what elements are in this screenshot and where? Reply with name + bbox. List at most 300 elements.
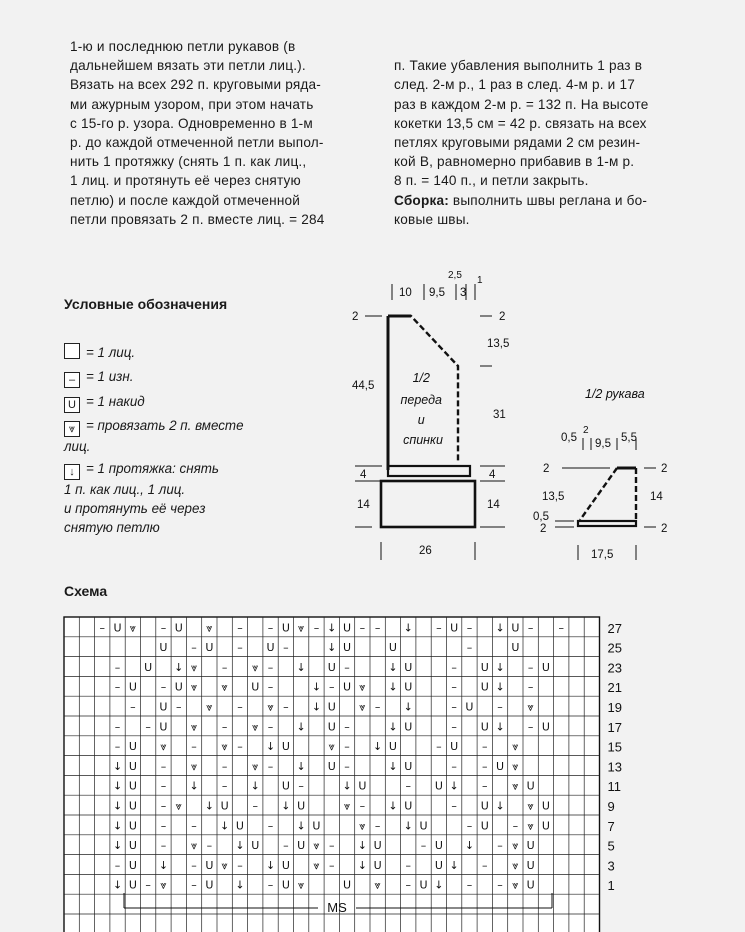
- body-dim-right: 2: [499, 311, 506, 323]
- skpo-cell: ↓: [327, 641, 337, 655]
- k2tog-cell: ⩔: [160, 878, 167, 892]
- skpo-cell: ↓: [434, 878, 444, 892]
- assembly-label: Сборка:: [394, 192, 449, 208]
- purl-cell: –: [466, 819, 473, 833]
- purl-cell: –: [221, 720, 228, 734]
- purl-cell: –: [329, 858, 335, 872]
- yarn-over-cell: U: [434, 858, 443, 872]
- k2tog-cell: ⩔: [160, 740, 167, 754]
- yarn-over-cell: U: [205, 858, 214, 872]
- k2tog-cell: ⩔: [328, 740, 335, 754]
- sleeve-dim-top: 9,5: [595, 438, 611, 450]
- yarn-over-cell: U: [144, 660, 153, 674]
- purl-cell: –: [114, 660, 121, 674]
- sleeve-diagram-label: 1/2 рукава: [585, 387, 645, 401]
- k2tog-cell: ⩔: [221, 858, 228, 872]
- purl-cell: –: [191, 641, 197, 655]
- skpo-cell: ↓: [112, 759, 123, 773]
- purl-cell: –: [160, 759, 167, 773]
- legend-title: Условные обозначения: [64, 296, 228, 312]
- instructions-column-1: 1-ю и последнюю петли рукавов (в дальнейшем вязать эти петли лиц.). Вязать на всех 292 п. круговыми рядa- ми ажурным узором, при этом начать с 15-го р. узора. Одновременно в 1-м р. до каждой отмеченной петли выпол- нить 1 протяжку (снять 1 п. как лиц., 1 лиц. и протянуть её через снятую петлю) и после каждой отмеченной петли провязать 2 п. вместе лиц. = 284: [70, 39, 325, 227]
- purl-cell: –: [160, 799, 167, 813]
- skpo-cell: ↓: [311, 680, 322, 694]
- yarn-over-cell: U: [159, 700, 168, 714]
- purl-cell: –: [313, 621, 320, 635]
- purl-cell: –: [114, 858, 121, 872]
- yarn-over-cell: U: [174, 680, 183, 694]
- k2tog-cell: ⩔: [512, 779, 519, 793]
- k2tog-cell: ⩔: [512, 759, 519, 773]
- k2tog-cell: ⩔: [359, 819, 366, 833]
- yarn-over-cell: U: [404, 720, 413, 734]
- skpo-cell: ↓: [235, 839, 245, 853]
- yarn-over-cell: U: [526, 878, 535, 892]
- purl-cell: –: [267, 680, 274, 694]
- yarn-over-cell: U: [251, 839, 260, 853]
- skpo-cell: ↓: [388, 759, 398, 773]
- purl-dash-icon: –: [64, 372, 80, 388]
- yarn-over-cell: U: [404, 680, 413, 694]
- purl-cell: –: [252, 799, 258, 813]
- purl-cell: –: [221, 779, 228, 793]
- k2tog-cell: ⩔: [206, 700, 213, 714]
- yarn-over-cell: U: [297, 839, 306, 853]
- purl-cell: –: [160, 819, 167, 833]
- legend-text: = провязать 2 п. вместе лиц.: [64, 418, 244, 454]
- yarn-over-cell: U: [128, 878, 137, 892]
- yarn-over-cell: U: [511, 641, 520, 655]
- yarn-over-cell: U: [419, 819, 428, 833]
- yarn-over-cell: U: [159, 641, 168, 655]
- k2tog-cell: ⩔: [252, 660, 259, 674]
- k2tog-cell: ⩔: [527, 700, 534, 714]
- skpo-cell: ↓: [449, 858, 459, 872]
- body-label-line: и: [417, 413, 425, 427]
- skpo-cell: ↓: [495, 799, 505, 813]
- skpo-cell: ↓: [296, 720, 306, 734]
- purl-cell: –: [329, 680, 335, 694]
- legend-text: = 1 протяжка: снять 1 п. как лиц., 1 лиц. и протянуть её через снятую петлю: [64, 461, 219, 535]
- purl-cell: –: [191, 819, 197, 833]
- purl-cell: –: [160, 779, 167, 793]
- yarn-over-cell: U: [220, 799, 229, 813]
- purl-cell: –: [344, 759, 350, 773]
- yarn-over-cell: U: [281, 858, 290, 872]
- yarn-over-cell: U: [404, 660, 413, 674]
- skpo-cell: ↓: [388, 720, 398, 734]
- yarn-over-cell: U: [327, 759, 336, 773]
- purl-cell: –: [344, 660, 350, 674]
- purl-cell: –: [405, 779, 411, 793]
- skpo-cell: ↓: [204, 799, 214, 813]
- purl-cell: –: [344, 720, 350, 734]
- legend-text: = 1 накид: [86, 394, 145, 409]
- skpo-cell: ↓: [296, 660, 306, 674]
- k2tog-cell: ⩔: [359, 680, 366, 694]
- skpo-cell: ↓: [495, 720, 505, 734]
- yarn-over-cell: U: [297, 799, 306, 813]
- row-number: 23: [607, 660, 622, 676]
- k2tog-cell: ⩔: [175, 799, 182, 813]
- purl-cell: –: [221, 759, 228, 773]
- body-dim-top: 2,5: [448, 270, 462, 281]
- yarn-over-cell: U: [541, 660, 550, 674]
- yarn-over-cell: U: [128, 779, 137, 793]
- yarn-over-cell: U: [480, 660, 489, 674]
- skpo-cell: ↓: [158, 858, 169, 872]
- purl-cell: –: [283, 839, 289, 853]
- skpo-cell: ↓: [327, 621, 337, 635]
- row-number: 9: [607, 799, 615, 815]
- body-dim-top: 10: [399, 287, 412, 299]
- k2tog-cell: ⩔: [313, 839, 320, 853]
- purl-cell: –: [283, 641, 289, 655]
- k2tog-cell: ⩔: [190, 680, 198, 694]
- yarn-over-cell: U: [358, 779, 367, 793]
- purl-cell: –: [267, 621, 274, 635]
- purl-cell: –: [145, 878, 151, 892]
- skpo-cell: ↓: [112, 819, 123, 833]
- k2tog-cell: ⩔: [512, 740, 519, 754]
- skpo-cell: ↓: [220, 819, 230, 833]
- yarn-over-cell: U: [159, 720, 168, 734]
- body-dim-right: 4: [489, 469, 496, 481]
- purl-cell: –: [512, 819, 519, 833]
- body-dim-left: 4: [360, 469, 367, 481]
- body-diagram-label: [401, 371, 446, 447]
- body-dim-right: 31: [493, 409, 506, 421]
- purl-cell: –: [374, 700, 381, 714]
- yarn-over-cell: U: [434, 839, 443, 853]
- skpo-cell: ↓: [112, 878, 123, 892]
- row-number: 5: [607, 838, 615, 854]
- yarn-over-cell: U: [205, 878, 214, 892]
- purl-cell: –: [436, 740, 442, 754]
- body-dim-left: 14: [357, 499, 370, 511]
- purl-cell: –: [191, 878, 197, 892]
- purl-cell: –: [267, 819, 274, 833]
- skpo-cell: ↓: [296, 759, 306, 773]
- purl-cell: –: [482, 779, 488, 793]
- purl-cell: –: [99, 621, 105, 635]
- row-number: 13: [607, 759, 622, 775]
- yarn-over-cell: U: [450, 621, 459, 635]
- row-number: 3: [607, 858, 615, 874]
- yarn-over-cell: U: [128, 839, 137, 853]
- skpo-cell: ↓: [495, 680, 505, 694]
- purl-cell: –: [176, 700, 182, 714]
- yarn-over-cell: U: [450, 740, 459, 754]
- purl-cell: –: [298, 779, 304, 793]
- purl-cell: –: [527, 680, 534, 694]
- purl-cell: –: [466, 641, 473, 655]
- yarn-over-cell: U: [281, 878, 290, 892]
- sleeve-dim-top: 5,5: [621, 432, 637, 444]
- yarn-over-cell: U: [235, 819, 244, 833]
- k2tog-cell: ⩔: [512, 878, 519, 892]
- k2tog-icon: ⩔: [64, 421, 80, 437]
- purl-cell: –: [374, 819, 381, 833]
- yarn-over-cell: U: [327, 720, 336, 734]
- sleeve-dim-right: 2: [661, 463, 668, 475]
- purl-cell: –: [267, 759, 274, 773]
- skpo-cell: ↓: [311, 700, 322, 714]
- row-number: 7: [607, 818, 615, 834]
- purl-cell: –: [436, 621, 442, 635]
- k2tog-cell: ⩔: [252, 720, 259, 734]
- sleeve-dim-right: 2: [661, 523, 668, 535]
- yarn-over-cell: U: [128, 740, 137, 754]
- k2tog-cell: ⩔: [267, 700, 274, 714]
- sleeve-dim-left: 2: [543, 463, 550, 475]
- yarn-over-cell: U: [404, 759, 413, 773]
- purl-cell: –: [482, 759, 488, 773]
- skpo-cell: ↓: [357, 839, 367, 853]
- purl-cell: –: [221, 660, 228, 674]
- yarn-over-cell: U: [128, 759, 137, 773]
- skpo-cell: ↓: [464, 839, 475, 853]
- row-number: 1: [607, 878, 615, 894]
- purl-cell: –: [191, 740, 197, 754]
- skpo-cell: ↓: [373, 740, 383, 754]
- sleeve-dim-bottom: 17,5: [591, 549, 614, 561]
- k2tog-cell: ⩔: [527, 819, 534, 833]
- skpo-arrow-icon: ↓: [64, 464, 80, 480]
- yarn-over-cell: U: [343, 878, 352, 892]
- yarn-over-cell: U: [281, 621, 290, 635]
- row-number: 19: [607, 700, 622, 716]
- purl-cell: –: [451, 759, 457, 773]
- purl-cell: –: [374, 621, 381, 635]
- purl-cell: –: [344, 740, 350, 754]
- purl-cell: –: [130, 700, 136, 714]
- purl-cell: –: [451, 680, 457, 694]
- k2tog-cell: ⩔: [190, 720, 198, 734]
- yarn-over-cell: U: [281, 740, 290, 754]
- yarn-over-cell: U: [266, 641, 275, 655]
- yarn-over-cell: U: [343, 680, 352, 694]
- yarn-over-cell: U: [388, 641, 397, 655]
- purl-cell: –: [405, 878, 411, 892]
- k2tog-cell: ⩔: [221, 740, 228, 754]
- k2tog-cell: ⩔: [190, 759, 198, 773]
- skpo-cell: ↓: [403, 621, 413, 635]
- yarn-over-cell: U: [373, 858, 382, 872]
- purl-cell: –: [114, 720, 121, 734]
- yarn-over-cell: U: [480, 819, 489, 833]
- yarn-over-cell: U: [174, 621, 183, 635]
- yarn-over-cell: U: [434, 779, 443, 793]
- yarn-over-cell: U: [312, 819, 321, 833]
- sleeve-dim-left: 0,5: [533, 511, 549, 523]
- skpo-cell: ↓: [265, 740, 276, 754]
- purl-cell: –: [206, 839, 213, 853]
- skpo-cell: ↓: [495, 660, 505, 674]
- k2tog-cell: ⩔: [190, 660, 198, 674]
- purl-cell: –: [191, 858, 197, 872]
- purl-cell: –: [466, 621, 473, 635]
- yarn-over-cell: U: [327, 700, 336, 714]
- skpo-cell: ↓: [281, 799, 291, 813]
- body-dim-top: 9,5: [429, 287, 445, 299]
- purl-cell: –: [527, 621, 534, 635]
- yarn-over-cell: U: [480, 799, 489, 813]
- sleeve-diagram: [555, 438, 656, 560]
- body-dim-top: 1: [477, 275, 483, 286]
- row-number: 15: [607, 739, 622, 755]
- k2tog-cell: ⩔: [359, 700, 366, 714]
- k2tog-cell: ⩔: [252, 759, 259, 773]
- yarn-over-cell: U: [541, 799, 550, 813]
- yarn-over-cell: U: [327, 660, 336, 674]
- purl-cell: –: [405, 858, 411, 872]
- yarn-over-cell: U: [419, 878, 428, 892]
- skpo-cell: ↓: [449, 779, 459, 793]
- yarn-over-cell: U: [251, 680, 260, 694]
- body-dim-bottom: 26: [419, 545, 432, 557]
- skpo-cell: ↓: [403, 819, 413, 833]
- purl-cell: –: [359, 621, 366, 635]
- body-label-line: спинки: [403, 433, 443, 447]
- yarn-over-cell: U: [496, 759, 505, 773]
- purl-cell: –: [237, 621, 243, 635]
- assembly-text: выполнить швы реглана и бо- ковые швы.: [394, 192, 648, 227]
- legend-text: = 1 изн.: [86, 369, 134, 384]
- skpo-cell: ↓: [265, 858, 276, 872]
- k2tog-cell: ⩔: [206, 621, 213, 635]
- skpo-cell: ↓: [112, 779, 123, 793]
- body-dim-left: 2: [352, 311, 359, 323]
- yarn-over-cell: U: [388, 740, 397, 754]
- purl-cell: –: [267, 660, 274, 674]
- purl-cell: –: [237, 700, 243, 714]
- skpo-cell: ↓: [112, 799, 123, 813]
- sleeve-dim-top: 2: [583, 425, 589, 436]
- skpo-cell: ↓: [189, 779, 199, 793]
- k2tog-cell: ⩔: [221, 680, 228, 694]
- purl-cell: –: [451, 799, 457, 813]
- purl-cell: –: [451, 660, 457, 674]
- k2tog-cell: ⩔: [343, 799, 351, 813]
- purl-cell: –: [114, 680, 121, 694]
- purl-cell: –: [267, 878, 274, 892]
- yarn-over-cell: U: [128, 819, 137, 833]
- k2tog-cell: ⩔: [374, 878, 381, 892]
- body-dim-left: 44,5: [352, 380, 375, 392]
- yarn-over-cell: U: [480, 720, 489, 734]
- body-label-line: 1/2: [412, 371, 430, 385]
- yarn-over-cell: U: [128, 680, 137, 694]
- skpo-cell: ↓: [112, 839, 123, 853]
- sleeve-dim-right: 14: [650, 491, 663, 503]
- yarn-over-cell: U: [465, 700, 474, 714]
- yarn-over-cell: U: [113, 621, 122, 635]
- yarn-over-cell: U: [526, 779, 535, 793]
- skpo-cell: ↓: [357, 858, 367, 872]
- skpo-cell: ↓: [495, 621, 505, 635]
- purl-cell: –: [114, 740, 121, 754]
- row-number: 25: [607, 640, 622, 656]
- yarn-over-cell: U: [404, 799, 413, 813]
- yarn-over-cell: U: [541, 819, 550, 833]
- skpo-cell: ↓: [296, 819, 306, 833]
- skpo-cell: ↓: [388, 660, 398, 674]
- purl-cell: –: [482, 858, 488, 872]
- yarn-over-cell: U: [343, 621, 352, 635]
- yarn-over-cell: U: [281, 779, 290, 793]
- body-dim-right: 13,5: [487, 338, 510, 350]
- purl-cell: –: [527, 660, 534, 674]
- purl-cell: –: [466, 878, 473, 892]
- yarn-over-cell: U: [128, 858, 137, 872]
- purl-cell: –: [359, 799, 366, 813]
- purl-cell: –: [497, 839, 503, 853]
- k2tog-cell: ⩔: [129, 621, 136, 635]
- purl-cell: –: [527, 720, 534, 734]
- legend-text: = 1 лиц.: [86, 345, 136, 360]
- purl-cell: –: [497, 700, 503, 714]
- yarn-over-icon: U: [64, 397, 80, 413]
- sleeve-dim-top: 0,5: [561, 432, 577, 444]
- skpo-cell: ↓: [174, 660, 184, 674]
- purl-cell: –: [160, 680, 167, 694]
- skpo-cell: ↓: [235, 878, 245, 892]
- yarn-over-cell: U: [541, 720, 550, 734]
- row-numbers: [608, 621, 622, 893]
- purl-cell: –: [160, 839, 167, 853]
- yarn-over-cell: U: [128, 799, 137, 813]
- skpo-cell: ↓: [388, 680, 398, 694]
- body-dim-top: 3: [460, 287, 467, 299]
- row-number: 27: [607, 620, 622, 636]
- yarn-over-cell: U: [343, 641, 352, 655]
- sleeve-dim-left: 2: [540, 523, 547, 535]
- row-number: 17: [607, 719, 622, 735]
- k2tog-cell: ⩔: [298, 878, 305, 892]
- repeat-label: MS: [327, 900, 347, 915]
- purl-cell: –: [237, 858, 243, 872]
- row-number: 11: [607, 779, 621, 795]
- purl-cell: –: [451, 700, 457, 714]
- skpo-cell: ↓: [250, 779, 260, 793]
- k2tog-cell: ⩔: [313, 858, 320, 872]
- purl-cell: –: [283, 700, 289, 714]
- purl-cell: –: [267, 720, 274, 734]
- body-diagram: [355, 284, 505, 560]
- purl-cell: –: [160, 621, 167, 635]
- purl-cell: –: [237, 740, 243, 754]
- yarn-over-cell: U: [480, 680, 489, 694]
- row-number: 21: [607, 680, 622, 696]
- skpo-cell: ↓: [403, 700, 413, 714]
- schema-title: Схема: [64, 583, 108, 599]
- sleeve-dim-left: 13,5: [542, 491, 565, 503]
- k2tog-cell: ⩔: [527, 799, 534, 813]
- body-label-line: переда: [400, 393, 442, 407]
- purl-cell: –: [451, 720, 457, 734]
- k2tog-cell: ⩔: [190, 839, 198, 853]
- instructions-text: п. Такие убавления выполнить 1 раз в след. 2-м р., 1 раз в след. 4-м р. и 17 раз в каждом 2-м р. = 132 п. На высоте кокетки 13,5 см = 42 р. связать на всех петлях круговыми рядами 2 см резин- кой В, равномерно прибавив в 1-м р. 8 п. = 140 п., и петли закрыть.: [394, 58, 649, 189]
- purl-cell: –: [420, 839, 427, 853]
- yarn-over-cell: U: [205, 641, 214, 655]
- stitch-chart-grid: [64, 617, 600, 932]
- k2tog-cell: ⩔: [512, 858, 519, 872]
- purl-cell: –: [497, 878, 503, 892]
- yarn-over-cell: U: [373, 839, 382, 853]
- yarn-over-cell: U: [511, 621, 520, 635]
- purl-cell: –: [237, 641, 243, 655]
- purl-cell: –: [329, 839, 335, 853]
